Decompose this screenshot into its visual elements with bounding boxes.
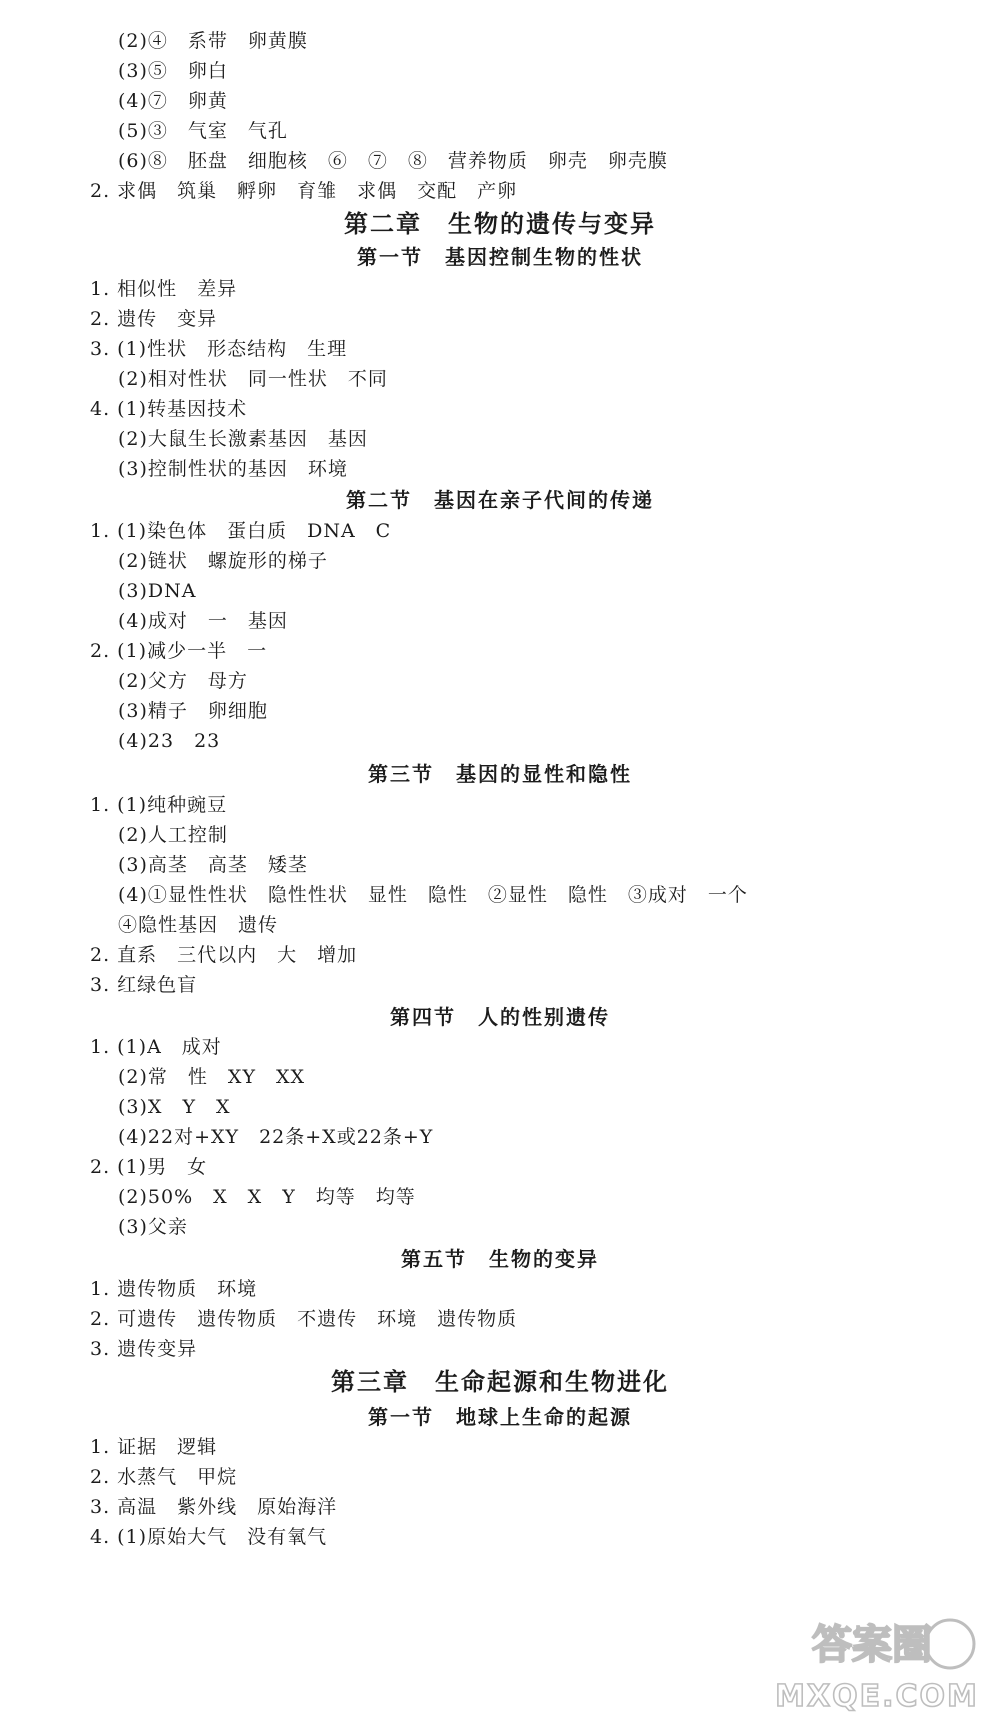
answer-line: ④隐性基因 遗传 (118, 914, 279, 936)
answer-line: (2)常 性 XY XX (118, 1066, 306, 1088)
answer-line: 1. 遗传物质 环境 (90, 1278, 258, 1300)
answer-line: 2. 可遗传 遗传物质 不遗传 环境 遗传物质 (90, 1308, 518, 1330)
answer-line: (4)成对 一 基因 (118, 610, 288, 632)
section-heading: 第三节 基因的显性和隐性 (368, 762, 632, 786)
answer-line: 1. (1)A 成对 (90, 1036, 222, 1058)
answer-line: (2)相对性状 同一性状 不同 (118, 368, 388, 390)
section-heading: 第五节 生物的变异 (401, 1247, 599, 1271)
answer-line: 1. (1)染色体 蛋白质 DNA C (90, 520, 392, 542)
watermark-site-text: MXQE.COM (775, 1679, 979, 1714)
answer-line: (3)⑤ 卵白 (118, 60, 228, 82)
answer-line: (3)控制性状的基因 环境 (118, 458, 348, 480)
answer-line: (2)50% X X Y 均等 均等 (118, 1186, 416, 1208)
answer-line: 3. 高温 紫外线 原始海洋 (90, 1496, 338, 1518)
answer-line: (2)④ 系带 卵黄膜 (118, 30, 308, 52)
answer-line: (4)22对+XY 22条+X或22条+Y (118, 1126, 434, 1148)
answer-line: (2)人工控制 (118, 824, 228, 846)
answer-line: (2)大鼠生长激素基因 基因 (118, 428, 368, 450)
answer-line: 2. 遗传 变异 (90, 308, 218, 330)
answer-line: 1. 证据 逻辑 (90, 1436, 218, 1458)
answer-line: 2. (1)男 女 (90, 1156, 208, 1178)
answer-line: (3)精子 卵细胞 (118, 700, 268, 722)
answer-line: 2. 水蒸气 甲烷 (90, 1466, 238, 1488)
answer-line: 3. 红绿色盲 (90, 974, 198, 996)
answer-line: 3. 遗传变异 (90, 1338, 198, 1360)
answer-line: (4)①显性性状 隐性性状 显性 隐性 ②显性 隐性 ③成对 一个 (118, 884, 748, 906)
answer-line: (6)⑧ 胚盘 细胞核 ⑥ ⑦ ⑧ 营养物质 卵壳 卵壳膜 (118, 150, 668, 172)
answer-line: 1. (1)纯种豌豆 (90, 794, 228, 816)
answer-line: (2)链状 螺旋形的梯子 (118, 550, 328, 572)
answer-line: (4)23 23 (118, 730, 221, 752)
answer-line: (5)③ 气室 气孔 (118, 120, 288, 142)
section-heading: 第一节 地球上生命的起源 (368, 1405, 632, 1429)
answer-line: (3)X Y X (118, 1096, 231, 1118)
answer-line: 4. (1)转基因技术 (90, 398, 248, 420)
answer-line: (3)父亲 (118, 1216, 188, 1238)
chapter-heading: 第二章 生物的遗传与变异 (344, 210, 656, 238)
watermark-logo-text: 答案圈 (812, 1622, 932, 1668)
watermark-ring-icon (926, 1620, 974, 1668)
answer-line: (2)父方 母方 (118, 670, 248, 692)
section-heading: 第二节 基因在亲子代间的传递 (346, 488, 654, 512)
answer-line: 2. (1)减少一半 一 (90, 640, 268, 662)
answer-line: 1. 相似性 差异 (90, 278, 238, 300)
answer-line: (4)⑦ 卵黄 (118, 90, 228, 112)
answer-line: (3)高茎 高茎 矮茎 (118, 854, 308, 876)
watermark-logo (772, 1608, 982, 1718)
section-heading: 第四节 人的性别遗传 (390, 1005, 610, 1029)
answer-line: (3)DNA (118, 580, 197, 602)
answer-line: 2. 求偶 筑巢 孵卵 育雏 求偶 交配 产卵 (90, 180, 518, 202)
section-heading: 第一节 基因控制生物的性状 (357, 245, 643, 269)
answer-line: 4. (1)原始大气 没有氧气 (90, 1526, 328, 1548)
answer-line: 3. (1)性状 形态结构 生理 (90, 338, 348, 360)
chapter-heading: 第三章 生命起源和生物进化 (331, 1368, 669, 1396)
answer-line: 2. 直系 三代以内 大 增加 (90, 944, 358, 966)
